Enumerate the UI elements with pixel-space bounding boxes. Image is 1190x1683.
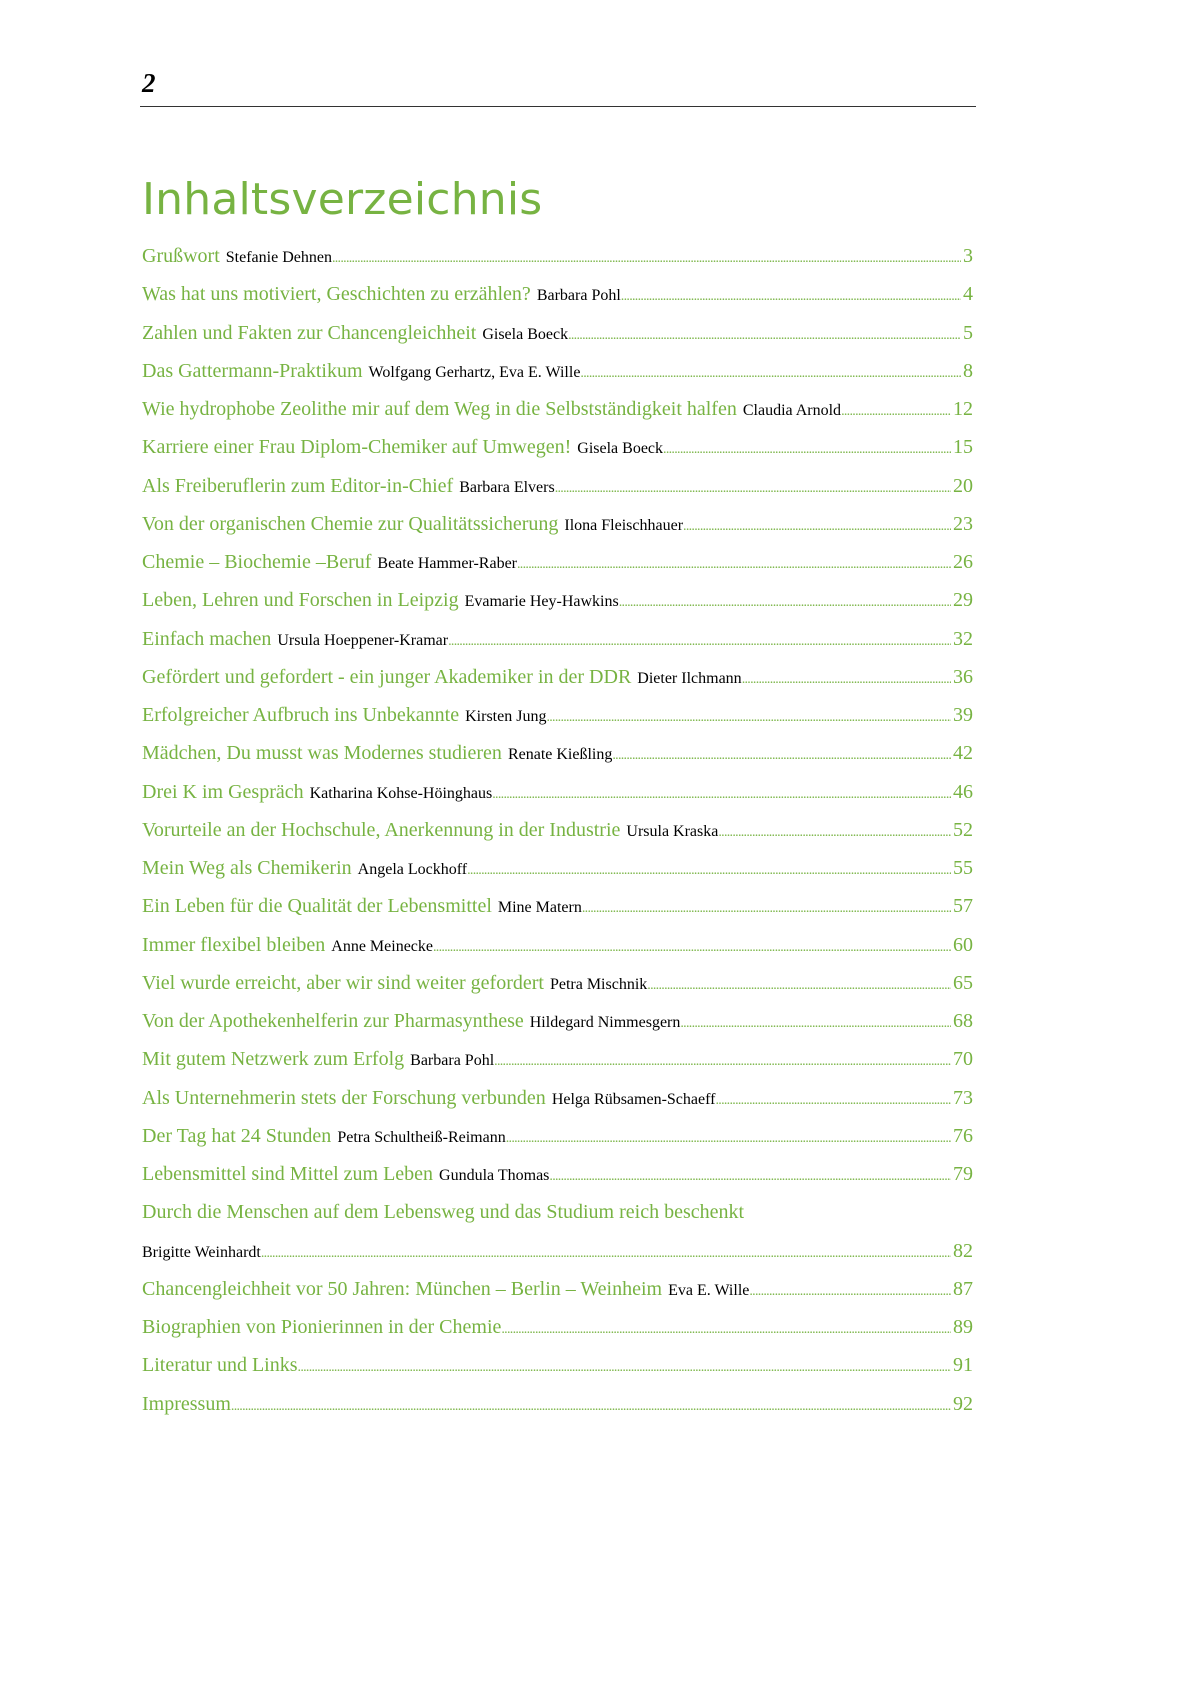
- toc-entry-author: Dieter Ilchmann: [637, 669, 742, 687]
- toc-entry-page: 3: [963, 245, 973, 267]
- toc-leader-dots: [433, 938, 951, 956]
- toc-entry-title: Mein Weg als Chemikerin: [142, 857, 352, 879]
- toc-entry-page: 73: [953, 1086, 973, 1109]
- toc-entry-author: Petra Schultheiß-Reimann: [337, 1128, 506, 1146]
- toc-entry-author: Gisela Boeck: [577, 440, 664, 458]
- toc-leader-dots: [494, 1052, 951, 1070]
- toc-entry-author: Evamarie Hey-Hawkins: [464, 593, 619, 611]
- toc-entry-author: Katharina Kohse-Höinghaus: [309, 784, 493, 802]
- toc-entry-author: Ursula Hoeppener-Kramar: [277, 631, 449, 649]
- toc-leader-dots: [568, 326, 961, 344]
- toc-entry-author: Angela Lockhoff: [357, 861, 468, 878]
- toc-entry-author: Brigitte Weinhardt: [142, 1243, 261, 1261]
- toc-entry-title: Das Gattermann-Praktikum: [142, 359, 363, 382]
- toc-entry-title: Viel wurde erreicht, aber wir sind weiter gefordert: [142, 971, 544, 994]
- toc-leader-dots: [555, 479, 951, 497]
- toc-entry[interactable]: [142, 1125, 973, 1163]
- toc-entry-title: Als Unternehmerin stets der Forschung verbunden: [142, 1086, 546, 1109]
- toc-entry-author: Ursula Kraska: [626, 822, 719, 840]
- toc-entry[interactable]: [142, 1316, 973, 1354]
- toc-leader-dots: [663, 440, 951, 458]
- toc-leader-dots: [261, 1244, 951, 1262]
- toc-entry-author: Barbara Elvers: [459, 478, 555, 496]
- toc-leader-dots: [546, 708, 951, 726]
- toc-entry[interactable]: [142, 322, 973, 360]
- toc-entry-page: 89: [953, 1316, 973, 1338]
- toc-entry-title: Mit gutem Netzwerk zum Erfolg: [142, 1048, 405, 1071]
- toc-entry[interactable]: [142, 704, 973, 742]
- toc-entry[interactable]: [142, 1354, 973, 1392]
- toc-entry[interactable]: [142, 513, 973, 551]
- page-number: 2: [142, 68, 156, 98]
- toc-entry-author: Hildegard Nimmesgern: [529, 1014, 681, 1031]
- toc-entry-title: Ein Leben für die Qualität der Lebensmittel: [142, 895, 492, 918]
- toc-leader-dots: [467, 861, 951, 879]
- toc-entry[interactable]: [142, 283, 973, 321]
- toc-leader-dots: [621, 287, 961, 305]
- toc-entry-title: Mädchen, Du musst was Modernes studieren: [142, 742, 502, 765]
- toc-leader-dots: [715, 1091, 951, 1109]
- toc-entry[interactable]: [142, 666, 973, 704]
- toc-entry-author: Anne Meinecke: [331, 937, 433, 955]
- toc-entry-page: 29: [953, 589, 973, 612]
- toc-entry[interactable]: [142, 1010, 973, 1048]
- toc-entry-author: Mine Matern: [497, 899, 582, 917]
- toc-entry-author: Helga Rübsamen-Schaeff: [551, 1090, 716, 1108]
- toc-entry[interactable]: [142, 475, 973, 513]
- toc-leader-dots: [742, 670, 951, 688]
- toc-entry[interactable]: [142, 589, 973, 627]
- toc-entry-title: Was hat uns motiviert, Geschichten zu erzählen?: [142, 283, 531, 306]
- toc-entry-page: 36: [953, 665, 973, 688]
- toc-entry-page: 60: [953, 933, 973, 956]
- toc-entry-page: 23: [953, 512, 973, 535]
- toc-entry-title: Wie hydrophobe Zeolithe mir auf dem Weg in die Selbstständigkeit halfen: [142, 398, 737, 420]
- toc-entry-title: Chemie – Biochemie –Beruf: [142, 551, 372, 573]
- toc-entry-page: 39: [953, 704, 973, 726]
- toc-entry-title: Von der Apothekenhelferin zur Pharmasynthese: [142, 1010, 524, 1032]
- toc-entry-title: Durch die Menschen auf dem Lebensweg und das Studium reich beschenkt: [142, 1201, 745, 1224]
- toc-entry-page: 5: [963, 321, 973, 344]
- toc-entry[interactable]: [142, 972, 973, 1010]
- toc-leader-dots: [718, 823, 951, 841]
- toc-entry-author: Gisela Boeck: [482, 325, 569, 343]
- toc-leader-dots: [580, 364, 961, 382]
- toc-entry-author: Claudia Arnold: [742, 402, 842, 419]
- toc-entry-title: Literatur und Links: [142, 1354, 298, 1377]
- toc-entry[interactable]: [142, 742, 973, 780]
- toc-leader-dots: [231, 1397, 951, 1415]
- toc-entry-title: Drei K im Gespräch: [142, 780, 304, 803]
- toc-leader-dots: [680, 1014, 951, 1032]
- toc-entry[interactable]: [142, 245, 973, 283]
- toc-entry-author: Gundula Thomas: [439, 1167, 550, 1184]
- toc-entry-title: Leben, Lehren und Forschen in Leipzig: [142, 589, 459, 612]
- toc-leader-dots: [582, 899, 951, 917]
- toc-entry-page: 68: [953, 1010, 973, 1032]
- toc-entry-author: Barbara Pohl: [536, 287, 621, 305]
- toc-entry-page: 12: [953, 398, 973, 420]
- toc-leader-dots: [517, 555, 951, 573]
- toc-entry-title: Biographien von Pionierinnen in der Chemie: [142, 1316, 502, 1338]
- toc-entry[interactable]: [142, 1393, 973, 1431]
- toc-entry[interactable]: [142, 1278, 973, 1316]
- toc-entry-author: Beate Hammer-Raber: [377, 555, 517, 572]
- toc-entry-page: 55: [953, 857, 973, 879]
- toc-entry-title: Lebensmittel sind Mittel zum Leben: [142, 1163, 434, 1185]
- toc-entry-page: 79: [953, 1163, 973, 1185]
- toc-entry-page: 70: [953, 1048, 973, 1071]
- toc-leader-dots: [683, 517, 951, 535]
- toc-entry-page: 20: [953, 474, 973, 497]
- toc-entry[interactable]: [142, 1048, 973, 1086]
- toc-entry-title: Einfach machen: [142, 627, 272, 650]
- toc-entry-title: Impressum: [142, 1392, 231, 1415]
- toc-leader-dots: [612, 746, 951, 764]
- toc-entry[interactable]: [142, 436, 973, 474]
- toc-entry-page: 65: [953, 971, 973, 994]
- toc-list: [142, 245, 973, 1431]
- toc-entry[interactable]: [142, 819, 973, 857]
- toc-leader-dots: [549, 1167, 951, 1185]
- toc-entry-page: 4: [963, 283, 973, 306]
- toc-leader-dots: [647, 976, 951, 994]
- toc-entry-author: Renate Kießling: [507, 746, 613, 764]
- toc-entry-title: Von der organischen Chemie zur Qualitätssicherung: [142, 512, 559, 535]
- toc-entry[interactable]: [142, 1201, 973, 1239]
- toc-entry-page: 52: [953, 818, 973, 841]
- toc-leader-dots: [506, 1129, 951, 1147]
- toc-entry[interactable]: [142, 360, 973, 398]
- toc-entry-title: Karriere einer Frau Diplom-Chemiker auf Umwegen!: [142, 436, 572, 459]
- toc-heading: Inhaltsverzeichnis: [142, 174, 543, 225]
- toc-leader-dots: [448, 632, 951, 650]
- toc-leader-dots: [492, 785, 951, 803]
- toc-entry-page: 57: [953, 895, 973, 918]
- toc-entry-author: Wolfgang Gerhartz, Eva E. Wille: [368, 363, 581, 381]
- toc-entry-page: 87: [953, 1277, 973, 1300]
- toc-entry-title: Gefördert und gefordert - ein junger Akademiker in der DDR: [142, 665, 632, 688]
- toc-entry[interactable]: [142, 628, 973, 666]
- toc-entry-title: Als Freiberuflerin zum Editor-in-Chief: [142, 474, 454, 497]
- toc-leader-dots: [841, 402, 951, 420]
- toc-entry-page: 42: [953, 742, 973, 765]
- toc-entry[interactable]: [142, 1240, 973, 1278]
- toc-entry-author: Kirsten Jung: [465, 708, 547, 725]
- toc-entry-title: Der Tag hat 24 Stunden: [142, 1124, 332, 1147]
- toc-entry-page: 46: [953, 780, 973, 803]
- toc-entry-author: Petra Mischnik: [549, 975, 648, 993]
- toc-entry-title: Erfolgreicher Aufbruch ins Unbekannte: [142, 704, 460, 726]
- toc-entry[interactable]: [142, 857, 973, 895]
- toc-entry-author: Stefanie Dehnen: [225, 249, 332, 266]
- toc-entry-page: 76: [953, 1124, 973, 1147]
- toc-entry-page: 32: [953, 627, 973, 650]
- toc-leader-dots: [332, 249, 961, 267]
- toc-entry-page: 82: [953, 1239, 973, 1262]
- toc-entry-page: 92: [953, 1392, 973, 1415]
- toc-entry[interactable]: [142, 398, 973, 436]
- toc-leader-dots: [501, 1320, 951, 1338]
- toc-entry-title: Grußwort: [142, 245, 220, 267]
- toc-entry[interactable]: [142, 1163, 973, 1201]
- toc-entry-page: 15: [953, 436, 973, 459]
- toc-entry[interactable]: [142, 934, 973, 972]
- toc-entry-author: Eva E. Wille: [668, 1281, 750, 1299]
- toc-entry-title: Vorurteile an der Hochschule, Anerkennung in der Industrie: [142, 818, 621, 841]
- toc-entry-author: Ilona Fleischhauer: [564, 516, 684, 534]
- toc-entry-page: 8: [963, 359, 973, 382]
- toc-leader-dots: [749, 1282, 951, 1300]
- toc-entry-page: 26: [953, 551, 973, 573]
- toc-entry[interactable]: [142, 551, 973, 589]
- toc-leader-dots: [619, 593, 951, 611]
- toc-entry[interactable]: [142, 895, 973, 933]
- toc-entry-title: Immer flexibel bleiben: [142, 933, 326, 956]
- toc-entry-author: Barbara Pohl: [410, 1052, 495, 1070]
- toc-entry-title: Chancengleichheit vor 50 Jahren: München – Berlin – Weinheim: [142, 1277, 663, 1300]
- toc-entry-title: Zahlen und Fakten zur Chancengleichheit: [142, 321, 477, 344]
- toc-leader-dots: [298, 1358, 951, 1376]
- toc-entry-page: 91: [953, 1354, 973, 1377]
- toc-entry[interactable]: [142, 781, 973, 819]
- header-rule: [140, 106, 976, 107]
- toc-entry[interactable]: [142, 1087, 973, 1125]
